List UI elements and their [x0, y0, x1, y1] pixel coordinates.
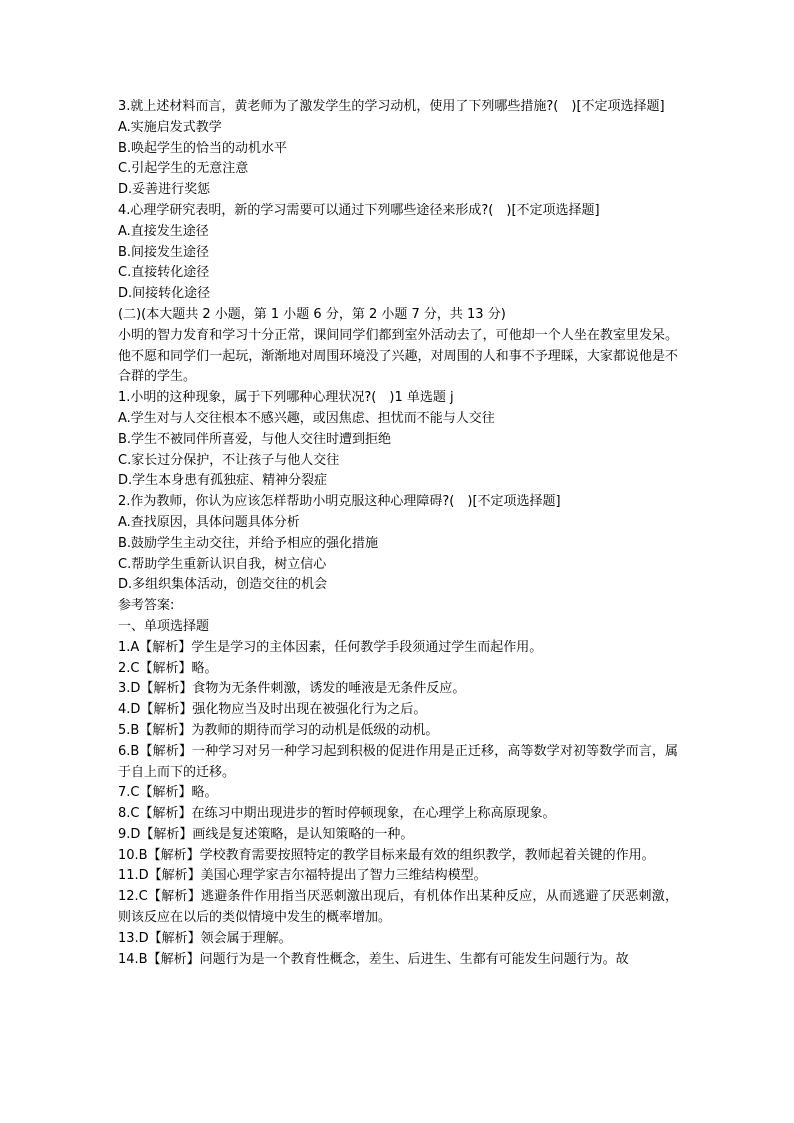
q4-option-b: B.间接发生途径 — [118, 244, 210, 260]
cq1-option-a: A.学生对与人交往根本不感兴趣，或因焦虑、担忧而不能与人交往 — [118, 410, 495, 426]
cq1-option-c: C.家长过分保护，不让孩子与他人交往 — [118, 452, 340, 468]
q3-option-b: B.唤起学生的恰当的动机水平 — [118, 140, 288, 156]
q3-option-a: A.实施启发式教学 — [118, 119, 222, 135]
question-4-stem: 4.心理学研究表明，新的学习需要可以通过下列哪些途径来形成?( )[不定项选择题] — [118, 202, 600, 218]
answer-14: 14.B【解析】问题行为是一个教育性概念，差生、后进生、生都有可能发生问题行为。故 — [118, 951, 629, 967]
answer-2: 2.C【解析】略。 — [118, 660, 218, 676]
cq1-option-b: B.学生不被同伴所喜爱，与他人交往时遭到拒绝 — [118, 431, 392, 447]
cq2-option-c: C.帮助学生重新认识自我，树立信心 — [118, 556, 327, 572]
answer-5: 5.B【解析】为教师的期待而学习的动机是低级的动机。 — [118, 722, 439, 738]
q4-option-d: D.间接转化途径 — [118, 286, 211, 302]
answer-11: 11.D【解析】美国心理学家吉尔福特提出了智力三维结构模型。 — [118, 868, 487, 884]
case-material: 小明的智力发育和学习十分正常，课间同学们都到室外活动去了，可他却一个人坐在教室里发呆。他不愿和同学们一起玩，渐渐地对周围环境没了兴趣，对周围的人和事不予理睬，大家都说他是不合群的学生。 — [118, 327, 678, 385]
answer-13: 13.D【解析】领会属于理解。 — [118, 930, 292, 946]
cq2-option-b: B.鼓励学生主动交往，并给予相应的强化措施 — [118, 535, 379, 551]
answer-8: 8.C【解析】在练习中期出现进步的暂时停顿现象，在心理学上称高原现象。 — [118, 806, 556, 822]
q3-option-d: D.妥善进行奖惩 — [118, 182, 211, 198]
answer-12: 12.C【解析】逃避条件作用指当厌恶刺激出现后，有机体作出某种反应，从而逃避了厌恶刺激，则该反应在以后的类似情境中发生的概率增加。 — [118, 889, 678, 926]
q4-option-c: C.直接转化途径 — [118, 265, 210, 281]
answer-3: 3.D【解析】食物为无条件刺激，诱发的唾液是无条件反应。 — [118, 681, 466, 697]
cq1-option-d: D.学生本身患有孤独症、精神分裂症 — [118, 473, 328, 489]
answer-10: 10.B【解析】学校教育需要按照特定的教学目标来最有效的组织教学，教师起着关键的作用。 — [118, 847, 655, 863]
answer-6: 6.B【解析】一种学习对另一种学习起到积极的促进作用是正迁移，高等数学对初等数学而言，属于自上而下的迁移。 — [118, 743, 678, 780]
case-question-1-stem: 1.小明的这种现象，属于下列哪种心理状况?( )1 单选题 j — [118, 390, 454, 406]
answers-section-1-heading: 一、单项选择题 — [118, 618, 210, 634]
answers-heading: 参考答案: — [118, 598, 175, 614]
cq2-option-d: D.多组织集体活动，创造交往的机会 — [118, 577, 328, 593]
answer-7: 7.C【解析】略。 — [118, 785, 218, 801]
answer-9: 9.D【解析】画线是复述策略，是认知策略的一种。 — [118, 826, 414, 842]
q4-option-a: A.直接发生途径 — [118, 223, 209, 239]
answer-4: 4.D【解析】强化物应当及时出现在被强化行为之后。 — [118, 702, 427, 718]
q3-option-c: C.引起学生的无意注意 — [118, 161, 249, 177]
question-3-stem: 3.就上述材料而言，黄老师为了激发学生的学习动机，使用了下列哪些措施?( )[不定项选择题] — [118, 99, 665, 114]
answer-1: 1.A【解析】学生是学习的主体因素，任何教学手段须通过学生而起作用。 — [118, 639, 543, 655]
document-page — [118, 97, 678, 970]
case-question-2-stem: 2.作为教师，你认为应该怎样帮助小明克服这种心理障碍?( )[不定项选择题] — [118, 494, 561, 510]
cq2-option-a: A.查找原因，具体问题具体分析 — [118, 514, 300, 530]
section-2-heading: (二)(本大题共 2 小题，第 1 小题 6 分，第 2 小题 7 分，共 13 分) — [118, 306, 506, 322]
